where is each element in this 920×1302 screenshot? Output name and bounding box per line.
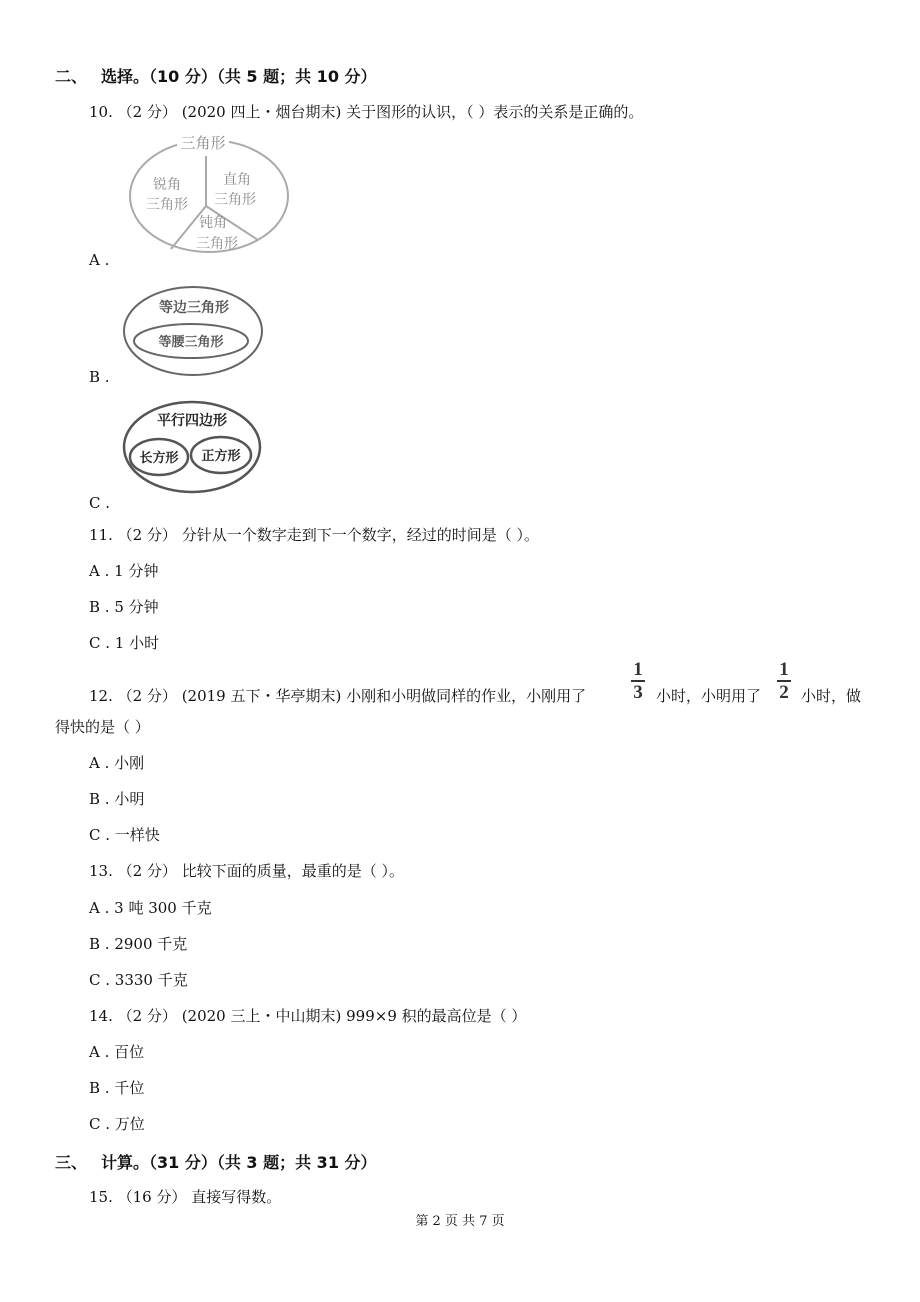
question-14-option-a[interactable]: A . 百位 [89, 1043, 145, 1061]
question-12-stem-part3: 小时，做 [801, 687, 862, 705]
section-number: 二、 [55, 67, 88, 86]
section-title: 选择。（10 分）（共 5 题；共 10 分） [101, 67, 377, 86]
figure-b-inner-label: 等腰三角形 [158, 335, 224, 350]
fraction-one-third-numerator: 1 [633, 659, 643, 680]
question-15-stem: 15. （16 分） 直接写得数。 [89, 1188, 282, 1206]
question-13-option-a[interactable]: A . 3 吨 300 千克 [89, 899, 212, 917]
question-14-option-b[interactable]: B . 千位 [89, 1079, 145, 1097]
figure-a-left-label-2: 三角形 [146, 197, 188, 213]
figure-c-right-label: 正方形 [201, 449, 241, 464]
question-14-stem: 14. （2 分） (2020 三上・中山期末) 999×9 积的最高位是（ ） [89, 1007, 527, 1025]
fraction-one-third-denominator: 3 [633, 682, 643, 703]
question-11-stem: 11. （2 分） 分针从一个数字走到下一个数字，经过的时间是（ ）。 [89, 526, 539, 544]
figure-c-parallelogram-relations [121, 400, 267, 496]
question-12-stem-part1: 12. （2 分） (2019 五下・华亭期末) 小刚和小明做同样的作业，小刚用了 [89, 687, 587, 705]
figure-a-outer-label: 三角形 [180, 134, 226, 152]
figure-c-left-label: 长方形 [139, 451, 179, 466]
fraction-one-half-denominator: 2 [779, 682, 789, 703]
figure-b-outer-label: 等边三角形 [159, 300, 229, 316]
section-title: 计算。（31 分）（共 3 题；共 31 分） [101, 1153, 377, 1172]
question-11-option-b[interactable]: B . 5 分钟 [89, 598, 159, 616]
question-10-option-b[interactable]: B . [89, 368, 110, 386]
figure-a-right-label-2: 三角形 [214, 192, 256, 208]
figure-a-triangle-classification [125, 128, 295, 258]
question-12-option-b[interactable]: B . 小明 [89, 790, 145, 808]
figure-a-bottom-label-1: 钝角 [199, 215, 227, 231]
question-10-stem: 10. （2 分） (2020 四上・烟台期末) 关于图形的认识，（ ）表示的关系是正确的。 [89, 103, 644, 121]
fraction-one-half-numerator: 1 [779, 659, 789, 680]
question-12-stem-part2: 小时，小明用了 [656, 687, 762, 705]
question-13-option-c[interactable]: C . 3330 千克 [89, 971, 188, 989]
question-11-option-a[interactable]: A . 1 分钟 [89, 562, 159, 580]
figure-c-outer-label: 平行四边形 [157, 413, 227, 429]
question-10-option-a[interactable]: A . [89, 251, 110, 269]
figure-a-right-label-1: 直角 [223, 172, 251, 188]
figure-b-equilateral-isosceles [121, 284, 267, 380]
question-14-option-c[interactable]: C . 万位 [89, 1115, 145, 1133]
question-12-stem-line2: 得快的是（ ） [55, 718, 150, 736]
question-10-option-c[interactable]: C . [89, 494, 111, 512]
figure-a-left-label-1: 锐角 [153, 177, 181, 193]
figure-a-bottom-label-2: 三角形 [196, 236, 238, 252]
fraction-one-third [631, 661, 645, 702]
question-11-option-c[interactable]: C . 1 小时 [89, 634, 160, 652]
question-12-option-a[interactable]: A . 小刚 [89, 754, 145, 772]
question-13-stem: 13. （2 分） 比较下面的质量，最重的是（ ）。 [89, 862, 404, 880]
page-footer: 第 2 页 共 7 页 [415, 1214, 505, 1229]
question-13-option-b[interactable]: B . 2900 千克 [89, 935, 188, 953]
question-12-option-c[interactable]: C . 一样快 [89, 826, 160, 844]
fraction-one-half [777, 661, 791, 702]
section-number: 三、 [55, 1153, 88, 1172]
